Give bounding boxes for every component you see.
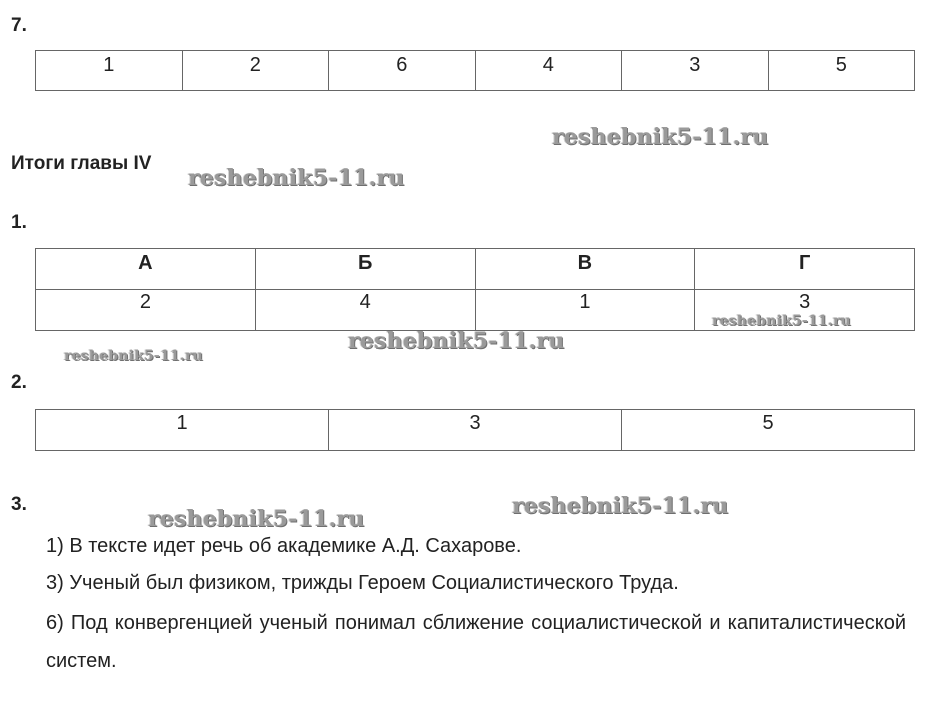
task-2-answer-table	[35, 409, 915, 451]
task-7-cell: 5	[768, 51, 915, 91]
task-7-answer-table	[35, 50, 915, 91]
chapter-summary-title: Итоги главы IV	[11, 153, 152, 174]
watermark-logo: reshebnik5-11.ru	[348, 328, 565, 354]
task-7-cell: 1	[36, 51, 183, 91]
watermark-logo: reshebnik5-11.ru	[552, 124, 769, 150]
task-1-value-cell: 4	[255, 290, 475, 331]
task-1-number: 1.	[11, 212, 27, 233]
task-1-header-cell: В	[475, 249, 695, 290]
task-3-answer-line: 6) Под конвергенцией ученый понимал сближение социалистической и капиталистической систем.	[46, 612, 906, 672]
task-7-cell: 4	[475, 51, 622, 91]
watermark-logo: reshebnik5-11.ru	[188, 165, 405, 191]
watermark-logo: reshebnik5-11.ru	[512, 493, 729, 519]
task-3-number: 3.	[11, 494, 27, 515]
watermark-logo: reshebnik5-11.ru	[64, 348, 203, 364]
watermark-logo: reshebnik5-11.ru	[712, 313, 851, 329]
task-1-value-cell: 2	[36, 290, 256, 331]
task-7-cell: 2	[182, 51, 329, 91]
watermark-logo: reshebnik5-11.ru	[148, 506, 365, 532]
task-1-value-cell: 1	[475, 290, 695, 331]
task-2-cell: 1	[36, 410, 329, 451]
task-7-cell: 3	[622, 51, 769, 91]
task-1-header-cell: А	[36, 249, 256, 290]
task-7-number: 7.	[11, 15, 27, 36]
task-2-number: 2.	[11, 372, 27, 393]
task-2-cell: 3	[329, 410, 622, 451]
task-3-answer-line: 1) В тексте идет речь об академике А.Д. Сахарове.	[46, 535, 522, 557]
task-7-cell: 6	[329, 51, 476, 91]
task-1-header-cell: Г	[695, 249, 915, 290]
task-1-value-cell: 3	[695, 290, 915, 331]
task-1-header-cell: Б	[255, 249, 475, 290]
task-3-answer-line: 3) Ученый был физиком, трижды Героем Социалистического Труда.	[46, 572, 679, 594]
task-2-cell: 5	[622, 410, 915, 451]
